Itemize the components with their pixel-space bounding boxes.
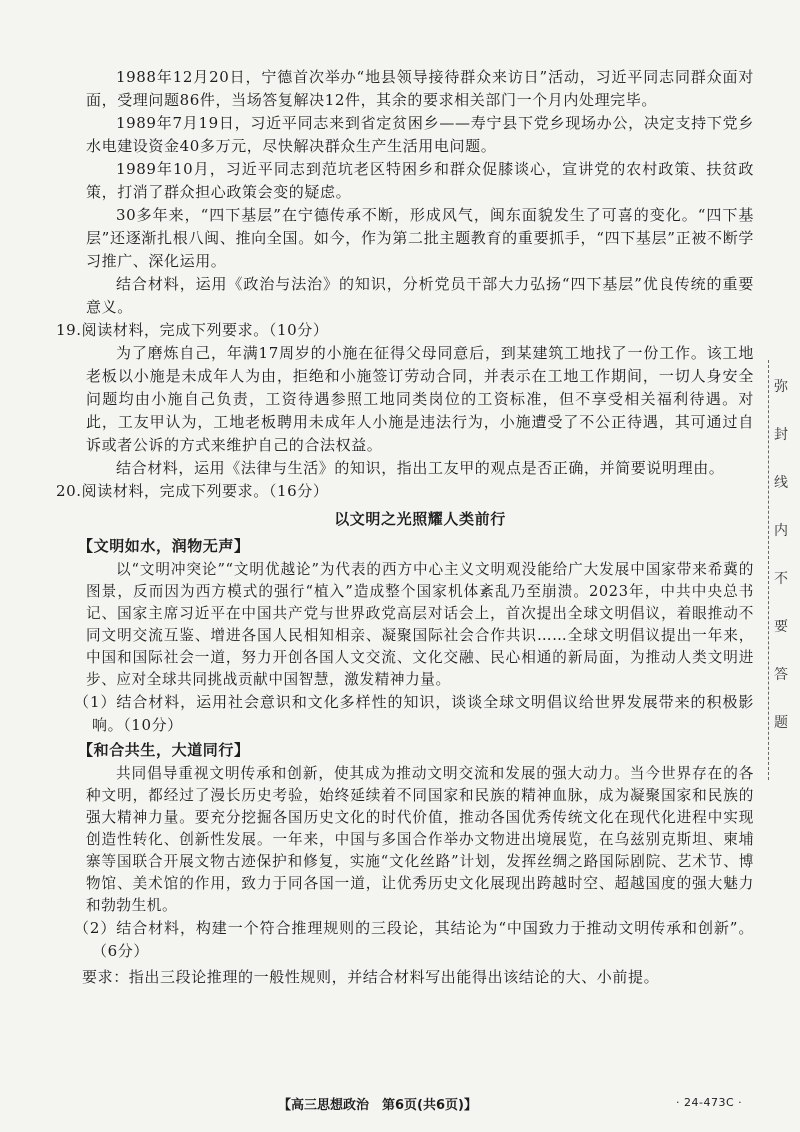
footer-paper-code: · 24-473C · <box>676 1096 743 1109</box>
margin-char: 弥 <box>774 379 788 395</box>
margin-char: 题 <box>774 715 788 731</box>
question-18-prompt: 结合材料，运用《政治与法治》的知识，分析党员干部大力弘扬“四下基层”优良传统的重要意义。 <box>86 275 754 316</box>
section-1-heading: 【文明如水，润物无声】 <box>78 537 250 555</box>
requirement-text: 要求：指出三段论推理的一般性规则，并结合材料写出能得出该结论的大、小前提。 <box>82 968 660 986</box>
sub-question-2: （2）结合材料，构建一个符合推理规则的三段论，其结论为“中国致力于推动文明传承和创新”。（6分） <box>74 919 754 960</box>
margin-char: 要 <box>774 619 788 635</box>
binding-margin <box>760 360 800 780</box>
binding-dashed-line <box>768 360 769 780</box>
question-19-prompt: 结合材料，运用《法律与生活》的知识，指出工友甲的观点是否正确，并简要说明理由。 <box>116 459 725 477</box>
section-1-text: 以“文明冲突论”“文明优越论”为代表的西方中心主义文明观没能给广大发展中国家带来希冀的图景，反而因为西方模式的强行“植入”造成整个国家机体紊乱乃至崩溃。2023年，中共中央总书记、国家主席习近平在中国共产党与世界政党高层对话会上，首次提出全球文明倡议，着眼推动不同文明交流互鉴、增进各国人民相知相亲、凝聚国际社会合作共识……全球文明倡议提出一年来，中国和国际社会一道，努力开创各国人文交流、文化交融、民心相通的新局面，为推动人类文明进步、应对全球共同挑战贡献中国智慧，激发精神力量。 <box>86 561 754 688</box>
question-19-label: 19.阅读材料，完成下列要求。（10分） <box>56 321 329 339</box>
section-2-heading: 【和合共生，大道同行】 <box>78 741 250 759</box>
material-paragraph-3: 1989年10月，习近平同志到范坑老区特困乡和群众促膝谈心，宣讲党的农村政策、扶贫政策，打消了群众担心政策会变的疑虑。 <box>86 160 754 201</box>
content-column <box>56 66 754 989</box>
material-paragraph-1: 1988年12月20日，宁德首次举办“地县领导接待群众来访日”活动，习近平同志同群众面对面，受理问题86件，当场答复解决12件，其余的要求相关部门一个月内处理完毕。 <box>86 68 754 109</box>
margin-char: 不 <box>774 571 788 587</box>
margin-char: 答 <box>774 667 788 683</box>
question-20-title: 以文明之光照耀人类前行 <box>334 510 506 528</box>
question-20-label: 20.阅读材料，完成下列要求。（16分） <box>56 482 329 500</box>
material-paragraph-4: 30多年来，“四下基层”在宁德传承不断，形成风气，闽东面貌发生了可喜的变化。“四下基层”还逐渐扎根八闽、推向全国。如今，作为第二批主题教育的重要抓手，“四下基层”正被不断学习推广、深化运用。 <box>86 206 754 270</box>
margin-char: 内 <box>774 523 788 539</box>
page-footer <box>0 1094 800 1118</box>
margin-char: 线 <box>774 475 788 491</box>
material-paragraph-2: 1989年7月19日，习近平同志来到省定贫困乡——寿宁县下党乡现场办公，决定支持下党乡水电建设资金40多万元，尽快解决群众生产生活用电问题。 <box>86 114 754 155</box>
sub-question-1: （1）结合材料，运用社会意识和文化多样性的知识，谈谈全球文明倡议给世界发展带来的积极影响。（10分） <box>74 693 754 734</box>
section-2-text: 共同倡导重视文明传承和创新，使其成为推动文明交流和发展的强大动力。当今世界存在的各种文明，都经过了漫长历史考验，始终延续着不同国家和民族的精神血脉，成为凝聚国家和民族的强大精神力量。要充分挖掘各国历史文化的时代价值，推动各国优秀传统文化在现代化进程中实现创造性转化、创新性发展。一年来，中国与多国合作举办文物进出境展览，在乌兹别克斯坦、柬埔寨等国联合开展文物古迹保护和修复，实施“文化丝路”计划，发挥丝绸之路国际剧院、艺术节、博物馆、美术馆的作用，致力于同各国一道，让优秀历史文化展现出跨越时空、超越国度的强大魅力和勃勃生机。 <box>86 765 754 914</box>
footer-page-info: 【高三思想政治 第6页(共6页)】 <box>278 1098 477 1113</box>
margin-char: 封 <box>774 427 788 443</box>
question-19-material: 为了磨炼自己，年满17周岁的小施在征得父母同意后，到某建筑工地找了一份工作。该工地老板以小施是未成年人为由，拒绝和小施签订劳动合同，并表示在工地工作期间，一切人身安全问题均由小施自己负责，工资待遇参照工地同类岗位的工资标准，但不享受相关福利待遇。对此，工友甲认为，工地老板聘用未成年人小施是违法行为，小施遭受了不公正待遇，其可通过自诉或者公诉的方式来维护自己的合法权益。 <box>86 344 754 454</box>
